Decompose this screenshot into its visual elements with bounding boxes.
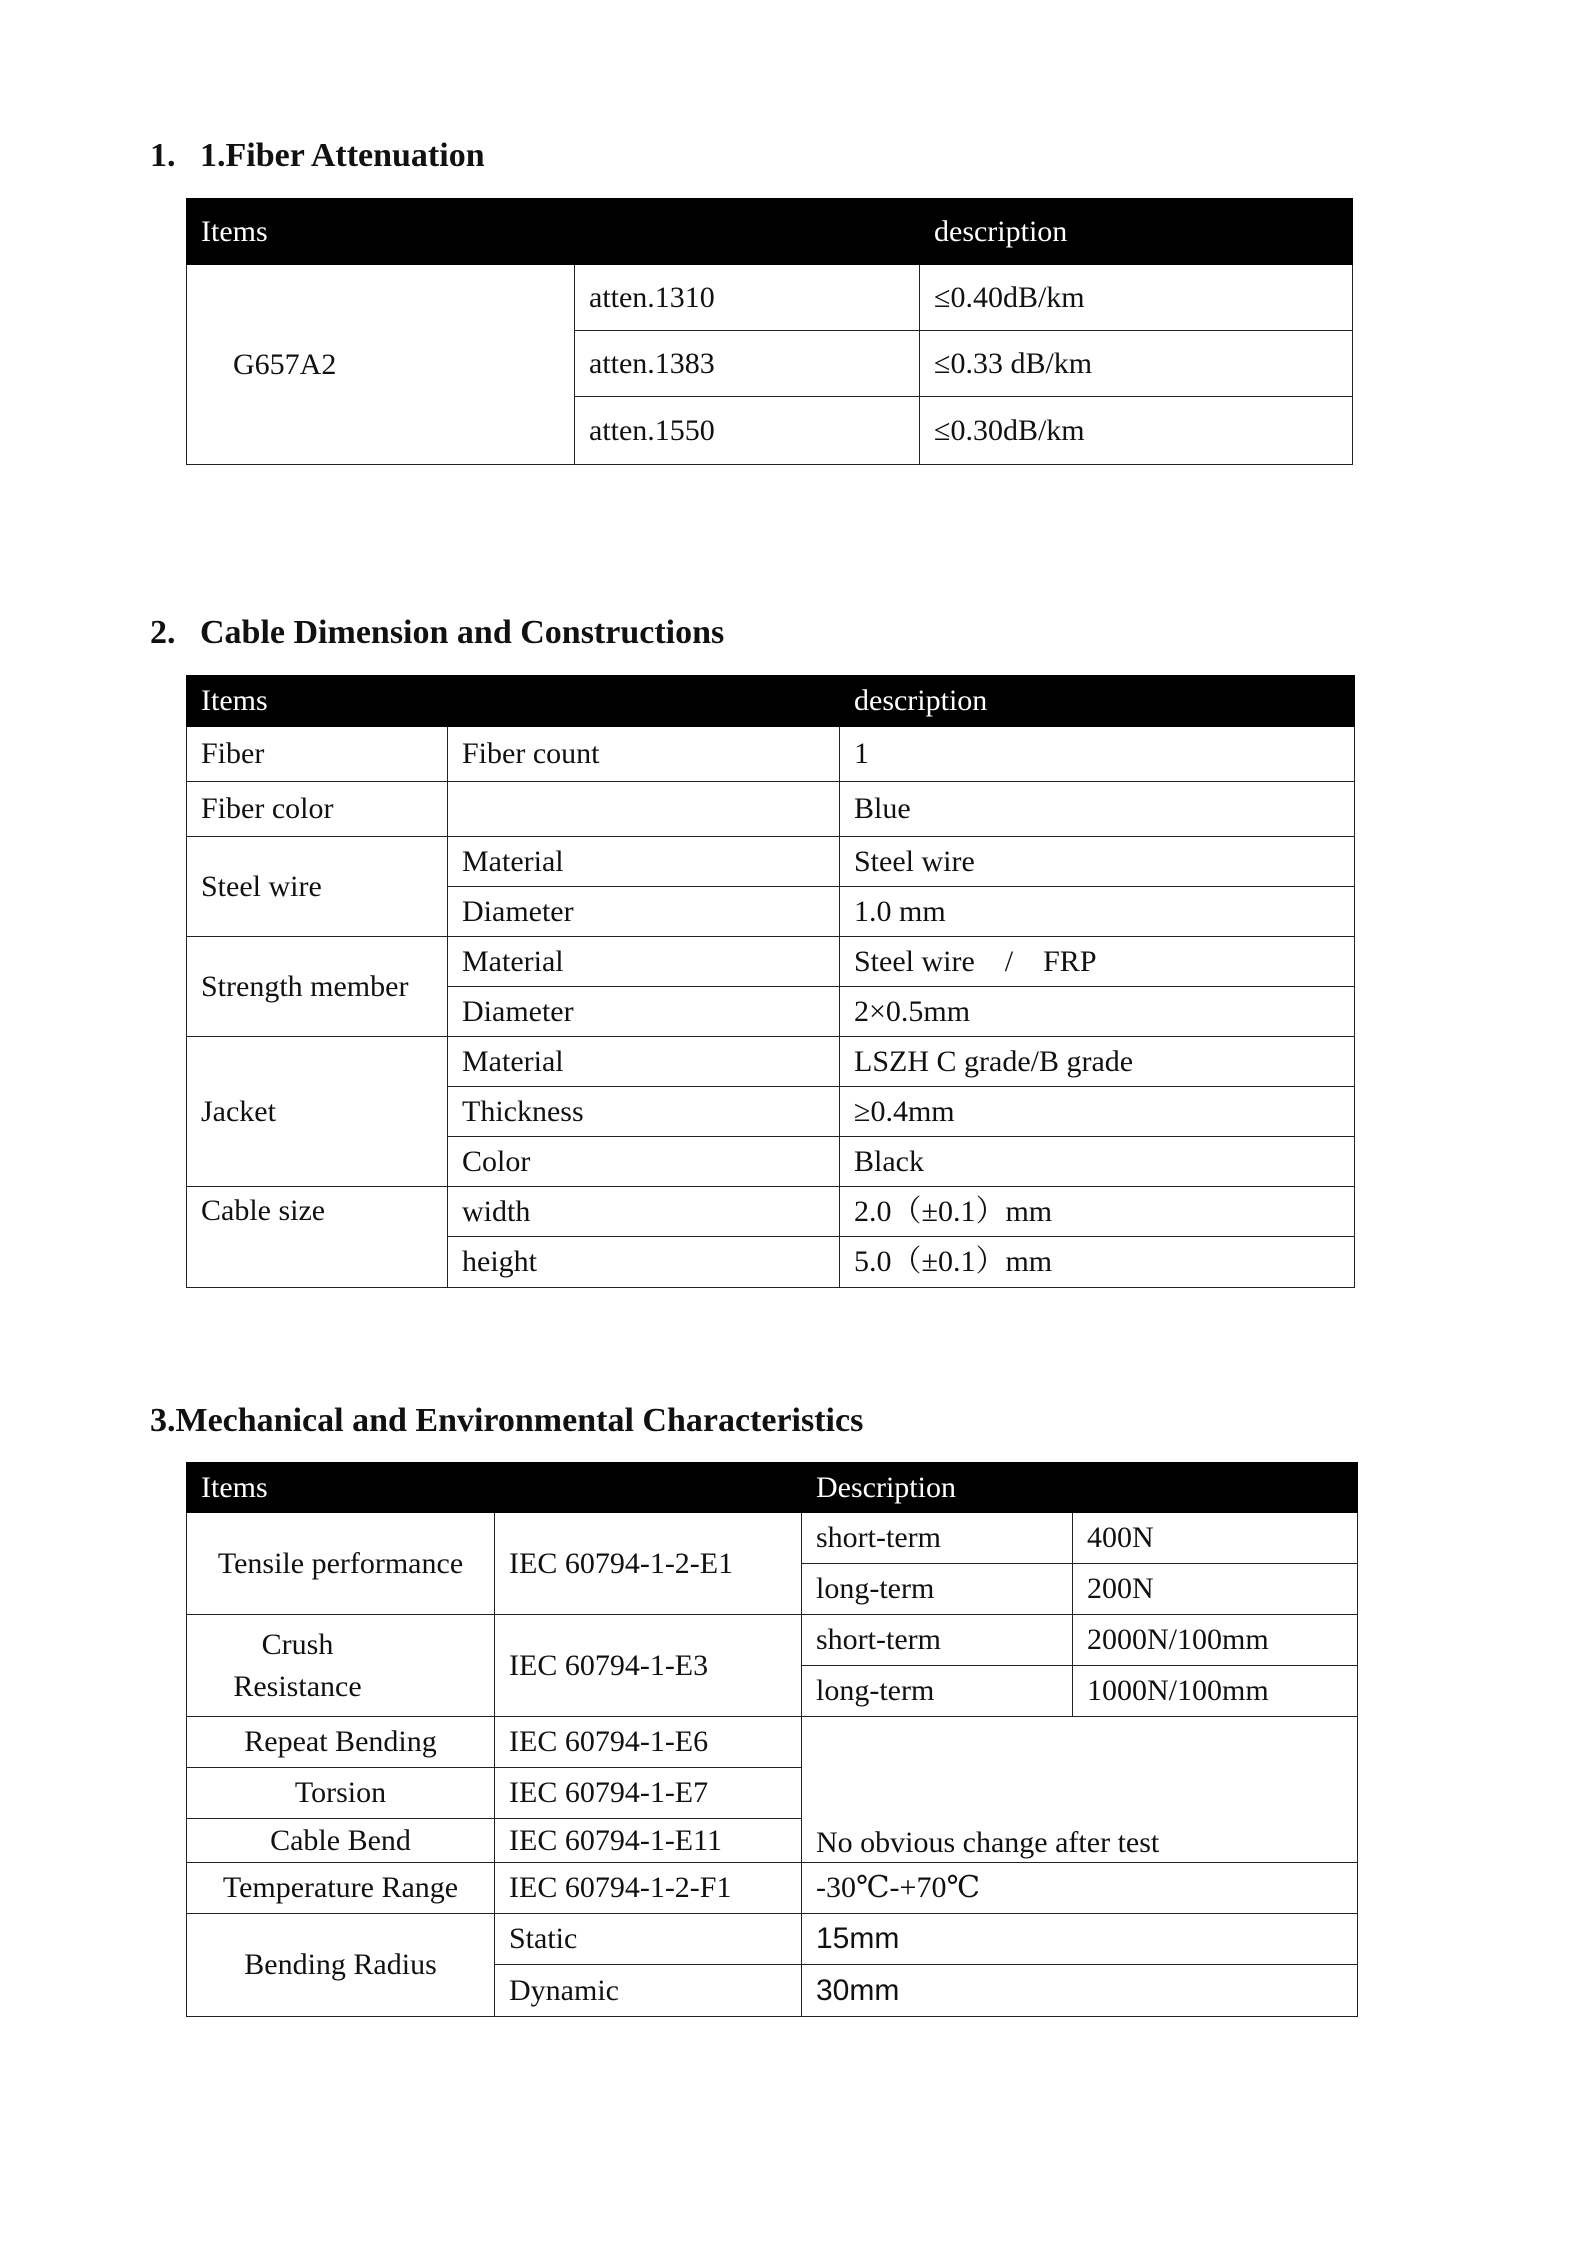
table-row bbox=[187, 1863, 1358, 1914]
strength-member-diameter-label: Diameter bbox=[448, 987, 840, 1037]
attenuation-value: ≤0.33 dB/km bbox=[920, 331, 1353, 397]
jacket-material-value: LSZH C grade/B grade bbox=[840, 1037, 1355, 1087]
fiber-count-label: Fiber count bbox=[448, 727, 840, 782]
header-description: Description bbox=[802, 1463, 1358, 1513]
header-items: Items bbox=[187, 199, 920, 265]
table-header-row bbox=[187, 199, 1353, 265]
fiber-color-value: Blue bbox=[840, 782, 1355, 837]
jacket-color-value: Black bbox=[840, 1137, 1355, 1187]
tensile-long-term-label: long-term bbox=[802, 1564, 1073, 1615]
bending-radius-dynamic-label: Dynamic bbox=[495, 1965, 802, 2017]
table-row bbox=[187, 265, 1353, 331]
strength-member-diameter-value: 2×0.5mm bbox=[840, 987, 1355, 1037]
section2-title: Cable Dimension and Constructions bbox=[200, 614, 725, 651]
jacket-material-label: Material bbox=[448, 1037, 840, 1087]
table-row bbox=[187, 727, 1355, 782]
cable-height-label: height bbox=[448, 1237, 840, 1288]
crush-short-term-label: short-term bbox=[802, 1615, 1073, 1666]
table-row bbox=[187, 937, 1355, 987]
table-row bbox=[187, 1914, 1358, 1965]
table-row bbox=[187, 1615, 1358, 1666]
tensile-label: Tensile performance bbox=[187, 1513, 495, 1615]
steel-wire-label: Steel wire bbox=[187, 837, 448, 937]
bending-radius-label: Bending Radius bbox=[187, 1914, 495, 2017]
section3-title: 3.Mechanical and Environmental Characteristics bbox=[150, 1402, 864, 1439]
tensile-short-term-label: short-term bbox=[802, 1513, 1073, 1564]
table-row bbox=[187, 1037, 1355, 1087]
table-row bbox=[187, 1513, 1358, 1564]
temperature-label: Temperature Range bbox=[187, 1863, 495, 1914]
header-description: description bbox=[920, 199, 1353, 265]
repeat-bending-standard: IEC 60794-1-E6 bbox=[495, 1717, 802, 1768]
section1-number: 1. bbox=[150, 137, 176, 174]
fiber-type-cell: G657A2 bbox=[187, 265, 575, 465]
table-header-row bbox=[187, 676, 1355, 727]
fiber-count-value: 1 bbox=[840, 727, 1355, 782]
tensile-standard: IEC 60794-1-2-E1 bbox=[495, 1513, 802, 1615]
table-row bbox=[187, 782, 1355, 837]
section1-heading bbox=[150, 139, 485, 173]
section2-number: 2. bbox=[150, 614, 176, 651]
bending-radius-dynamic-value: 30mm bbox=[802, 1965, 1358, 2017]
bending-radius-static-label: Static bbox=[495, 1914, 802, 1965]
jacket-thickness-label: Thickness bbox=[448, 1087, 840, 1137]
strength-member-material-label: Material bbox=[448, 937, 840, 987]
cable-height-value: 5.0（±0.1）mm bbox=[840, 1237, 1355, 1288]
fiber-attenuation-table bbox=[186, 198, 1353, 465]
cable-size-label: Cable size bbox=[187, 1187, 448, 1288]
table-row bbox=[187, 837, 1355, 887]
cable-bend-label: Cable Bend bbox=[187, 1819, 495, 1863]
crush-standard: IEC 60794-1-E3 bbox=[495, 1615, 802, 1717]
crush-long-term-label: long-term bbox=[802, 1666, 1073, 1717]
strength-member-label: Strength member bbox=[187, 937, 448, 1037]
attenuation-value: ≤0.40dB/km bbox=[920, 265, 1353, 331]
attenuation-item: atten.1310 bbox=[575, 265, 920, 331]
section1-title: 1.Fiber Attenuation bbox=[200, 137, 485, 174]
torsion-standard: IEC 60794-1-E7 bbox=[495, 1768, 802, 1819]
header-description: description bbox=[840, 676, 1355, 727]
cable-dimension-table bbox=[186, 675, 1355, 1288]
section3-heading bbox=[150, 1404, 863, 1438]
crush-label: Crush Resistance bbox=[187, 1615, 495, 1717]
crush-short-term-value: 2000N/100mm bbox=[1073, 1615, 1358, 1666]
cable-width-value: 2.0（±0.1）mm bbox=[840, 1187, 1355, 1237]
no-change-result: No obvious change after test bbox=[802, 1717, 1358, 1863]
header-items: Items bbox=[187, 1463, 802, 1513]
table-row bbox=[187, 1717, 1358, 1768]
repeat-bending-label: Repeat Bending bbox=[187, 1717, 495, 1768]
temperature-standard: IEC 60794-1-2-F1 bbox=[495, 1863, 802, 1914]
tensile-short-term-value: 400N bbox=[1073, 1513, 1358, 1564]
steel-wire-diameter-label: Diameter bbox=[448, 887, 840, 937]
crush-long-term-value: 1000N/100mm bbox=[1073, 1666, 1358, 1717]
jacket-color-label: Color bbox=[448, 1137, 840, 1187]
section2-heading bbox=[150, 616, 724, 650]
fiber-label: Fiber bbox=[187, 727, 448, 782]
tensile-long-term-value: 200N bbox=[1073, 1564, 1358, 1615]
steel-wire-diameter-value: 1.0 mm bbox=[840, 887, 1355, 937]
attenuation-item: atten.1383 bbox=[575, 331, 920, 397]
attenuation-item: atten.1550 bbox=[575, 397, 920, 465]
bending-radius-static-value: 15mm bbox=[802, 1914, 1358, 1965]
steel-wire-material-label: Material bbox=[448, 837, 840, 887]
fiber-color-sub bbox=[448, 782, 840, 837]
temperature-value: -30℃-+70℃ bbox=[802, 1863, 1358, 1914]
steel-wire-material-value: Steel wire bbox=[840, 837, 1355, 887]
mechanical-environmental-table bbox=[186, 1462, 1358, 2017]
fiber-color-label: Fiber color bbox=[187, 782, 448, 837]
cable-width-label: width bbox=[448, 1187, 840, 1237]
table-row bbox=[187, 1187, 1355, 1237]
header-items: Items bbox=[187, 676, 840, 727]
cable-bend-standard: IEC 60794-1-E11 bbox=[495, 1819, 802, 1863]
jacket-label: Jacket bbox=[187, 1037, 448, 1187]
jacket-thickness-value: ≥0.4mm bbox=[840, 1087, 1355, 1137]
strength-member-material-value: Steel wire / FRP bbox=[840, 937, 1355, 987]
torsion-label: Torsion bbox=[187, 1768, 495, 1819]
attenuation-value: ≤0.30dB/km bbox=[920, 397, 1353, 465]
table-header-row bbox=[187, 1463, 1358, 1513]
